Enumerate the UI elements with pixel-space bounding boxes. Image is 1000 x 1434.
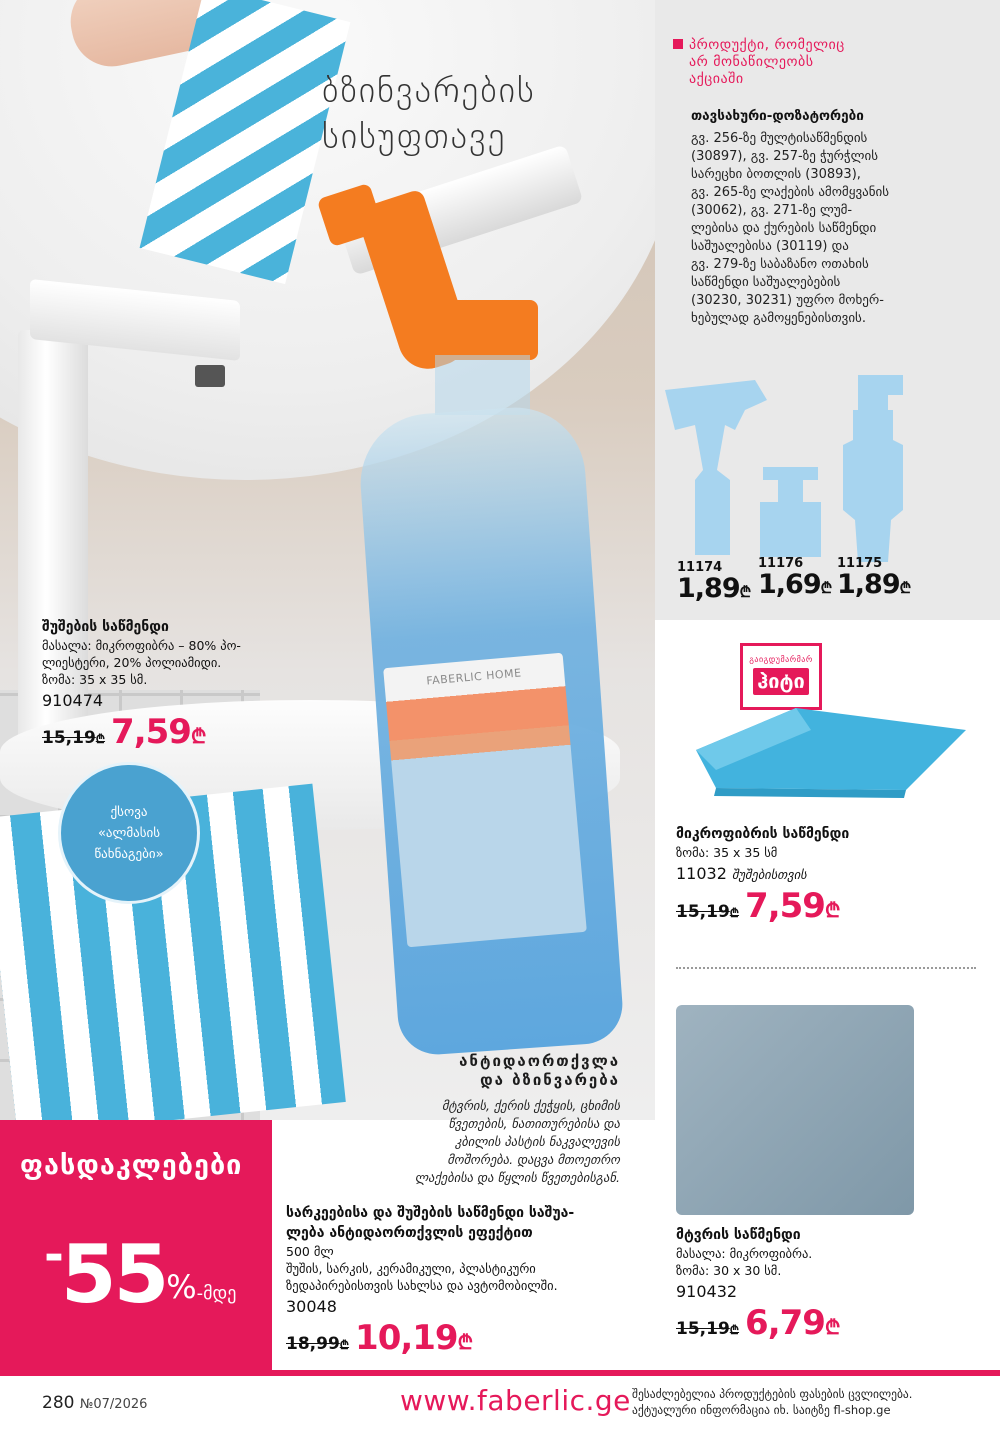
- product-desc-line3: ზომა: 35 x 35 სმ.: [42, 672, 148, 687]
- old-price: 15,19₾: [676, 902, 740, 922]
- weave-badge-line2: «ალმასის: [97, 825, 161, 841]
- price-row: [42, 712, 292, 752]
- hit-badge-small: გაიგდუმარმარ: [749, 655, 813, 664]
- info-box: [655, 0, 1000, 620]
- spray-cap: [428, 300, 538, 360]
- square-bullet-icon: [673, 39, 683, 49]
- info-subheading: თავსახური-დოზატორები: [691, 108, 864, 124]
- hit-badge-big: ჰიტი: [753, 668, 809, 695]
- product-code: 11032 შუშებისთვის: [676, 864, 807, 883]
- product-desc-line2: ლიესტერი, 20% პოლიამიდი.: [42, 655, 222, 670]
- dust-cloth-image: [676, 1005, 914, 1215]
- product-name: მტვრის საწმენდი: [676, 1227, 801, 1243]
- new-price: 6,79₾: [745, 1303, 840, 1343]
- flip-cap-icon: [753, 462, 828, 562]
- product-desc-line1: მასალა: მიკროფიბრა – 80% პო-: [42, 638, 241, 653]
- info-heading: პროდუქტი, რომელიც არ მონაწილეობს აქციაში: [673, 37, 973, 88]
- price-row: [676, 1303, 976, 1343]
- product-microfiber: [676, 825, 976, 926]
- pump-dispenser-icon: [833, 370, 913, 565]
- product-name-line2: ლება ანტიდაორთქვლის ეფექტით: [286, 1225, 533, 1241]
- page-number: 280 №07/2026: [42, 1393, 148, 1413]
- new-price: 10,19₾: [355, 1318, 473, 1358]
- footnote: შესაძლებელია პროდუქტების ფასების ცვლილება. აქტუალური ინფორმაცია იხ. საიტზე fl-shop.ge: [632, 1387, 913, 1417]
- cap-code-3: 11175: [837, 556, 883, 571]
- bottle-brand: FABERLIC HOME: [425, 666, 523, 688]
- cap-code-2: 11176: [758, 556, 804, 571]
- product-desc-line1: მასალა: მიკროფიბრა.: [676, 1246, 813, 1261]
- product-use-line1: შუშის, სარკის, კერამიკული, პლასტიკური: [286, 1261, 536, 1276]
- price-row: [286, 1318, 656, 1358]
- footer-line: [0, 1370, 1000, 1376]
- hero-title-line2: სისუფთავე: [322, 117, 507, 157]
- info-text: გვ. 256-ზე მულტისაწმენდის (30897), გვ. 257-ზე ჭურჭლის სარეცხი ბოთლის (30893), გვ. 265-ზე ლაქების ამომყვანის (30062), გვ. 271-ზე ლუმ- ლებისა და ქურების საწმენდი საშუალებისა (30119) და გვ. 279-ზე საბაზანო ოთახის საწმენდი საშუალებების (30230, 30231) უფრო მოხერ- ხებულად გამოყენებისთვის.: [691, 131, 890, 326]
- product-name: მიკროფიბრის საწმენდი: [676, 826, 850, 842]
- website-link[interactable]: www.faberlic.ge: [400, 1384, 631, 1417]
- product-volume: 500 მლ: [286, 1244, 334, 1259]
- weave-badge-line1: ქსოვა: [110, 804, 148, 820]
- product-glass-cleaner: [42, 618, 292, 752]
- product-mirror-spray: [286, 1203, 656, 1358]
- product-name-line1: სარკეებისა და შუშების საწმენდი საშუა-: [286, 1205, 575, 1221]
- product-desc-line2: ზომა: 30 x 30 სმ.: [676, 1263, 782, 1278]
- sale-percent: - 55 % -მდე: [44, 1227, 237, 1321]
- sale-title: ფასდაკლებები: [20, 1150, 243, 1181]
- product-use-line2: ზედაპირებისთვის სახლსა და ავტომობილში.: [286, 1278, 558, 1293]
- cap-price-1: 1,89₾: [677, 573, 751, 604]
- product-size: ზომა: 35 x 35 სმ: [676, 845, 778, 860]
- product-name: შუშების საწმენდი: [42, 619, 169, 635]
- bottle-label: [383, 653, 587, 948]
- product-dust-cleaner: [676, 1226, 976, 1343]
- cap-code-1: 11174: [677, 560, 723, 575]
- faucet-tip: [195, 365, 225, 387]
- new-price: 7,59₾: [745, 886, 840, 926]
- hero-title-line1: ბზინვარების: [322, 71, 536, 111]
- old-price: 15,19₾: [42, 728, 106, 748]
- product-code: 30048: [286, 1297, 337, 1316]
- price-row: [676, 886, 976, 926]
- product-code: 910432: [676, 1282, 738, 1301]
- microfiber-towel-image: [676, 690, 976, 800]
- dotted-divider: [676, 967, 976, 969]
- old-price: 18,99₾: [286, 1334, 350, 1354]
- product-code: 910474: [42, 691, 104, 710]
- new-price: 7,59₾: [111, 712, 206, 752]
- weave-badge-line3: წახნაგები»: [94, 846, 164, 862]
- old-price: 15,19₾: [676, 1319, 740, 1339]
- anti-mist-heading: ანტიდაორთქვლა და ბზინვარება: [459, 1052, 620, 1089]
- bottle-neck: [435, 355, 530, 415]
- cap-price-3: 1,89₾: [837, 569, 911, 600]
- weave-badge: [58, 762, 200, 904]
- hero-title: [322, 68, 642, 160]
- sale-box: [0, 1120, 272, 1370]
- anti-mist-text: მტვრის, ქერის ქეჭყის, ცხიმის წვეთების, ნათითურებისა და კბილის პასტის ნაკვალევის მოშორება. დაცვა მთოეთრო ლაქებისა და წყლის წვეთებისგან.: [414, 1098, 620, 1185]
- cap-price-2: 1,69₾: [758, 569, 832, 600]
